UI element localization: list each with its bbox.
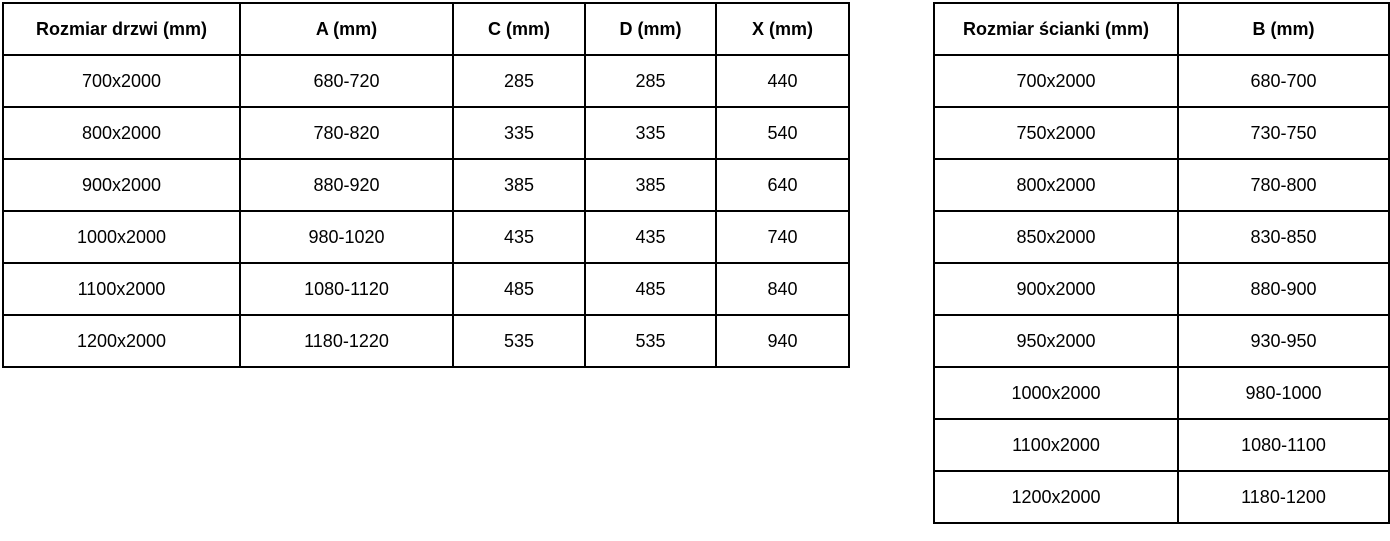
table-cell: 535 [453,315,585,367]
column-header-b: B (mm) [1178,3,1389,55]
table-row [934,315,1389,367]
table-row [934,263,1389,315]
table-row [934,55,1389,107]
table-cell: 385 [585,159,716,211]
table-cell: 840 [716,263,849,315]
table-cell: 800x2000 [3,107,240,159]
table-cell: 950x2000 [934,315,1178,367]
table-row [3,159,849,211]
table-row [3,107,849,159]
table-cell: 1200x2000 [934,471,1178,523]
table-cell: 900x2000 [934,263,1178,315]
table-row [3,211,849,263]
table-cell: 385 [453,159,585,211]
table-cell: 1180-1220 [240,315,453,367]
table-cell: 730-750 [1178,107,1389,159]
column-header-a: A (mm) [240,3,453,55]
column-header-door-size: Rozmiar drzwi (mm) [3,3,240,55]
table-cell: 880-920 [240,159,453,211]
table-cell: 880-900 [1178,263,1389,315]
table-cell: 640 [716,159,849,211]
column-header-c: C (mm) [453,3,585,55]
table-cell: 435 [585,211,716,263]
table-cell: 780-820 [240,107,453,159]
table-cell: 540 [716,107,849,159]
table-cell: 940 [716,315,849,367]
table-cell: 700x2000 [3,55,240,107]
table-header-row [934,3,1389,55]
column-header-panel-size: Rozmiar ścianki (mm) [934,3,1178,55]
table-cell: 335 [453,107,585,159]
table-cell: 435 [453,211,585,263]
table-cell: 800x2000 [934,159,1178,211]
table-cell: 740 [716,211,849,263]
table-cell: 680-700 [1178,55,1389,107]
table-row [3,263,849,315]
door-sizes-table [2,2,850,368]
table-cell: 700x2000 [934,55,1178,107]
table-cell: 285 [585,55,716,107]
table-cell: 1080-1100 [1178,419,1389,471]
table-cell: 1080-1120 [240,263,453,315]
table-cell: 980-1020 [240,211,453,263]
table-row [934,211,1389,263]
table-row [3,315,849,367]
table-cell: 750x2000 [934,107,1178,159]
table-cell: 335 [585,107,716,159]
table-row [934,471,1389,523]
column-header-d: D (mm) [585,3,716,55]
table-cell: 1000x2000 [934,367,1178,419]
table-cell: 900x2000 [3,159,240,211]
wall-panel-sizes-table [933,2,1390,524]
table-row [934,367,1389,419]
table-cell: 485 [453,263,585,315]
table-cell: 980-1000 [1178,367,1389,419]
table-cell: 680-720 [240,55,453,107]
table-cell: 485 [585,263,716,315]
table-cell: 1100x2000 [3,263,240,315]
table-cell: 830-850 [1178,211,1389,263]
table-row [3,55,849,107]
table-cell: 1100x2000 [934,419,1178,471]
table-cell: 1180-1200 [1178,471,1389,523]
column-header-x: X (mm) [716,3,849,55]
table-row [934,419,1389,471]
table-cell: 285 [453,55,585,107]
table-cell: 850x2000 [934,211,1178,263]
table-cell: 930-950 [1178,315,1389,367]
table-cell: 1000x2000 [3,211,240,263]
table-cell: 535 [585,315,716,367]
table-cell: 1200x2000 [3,315,240,367]
table-row [934,159,1389,211]
table-cell: 440 [716,55,849,107]
table-cell: 780-800 [1178,159,1389,211]
table-header-row [3,3,849,55]
table-row [934,107,1389,159]
